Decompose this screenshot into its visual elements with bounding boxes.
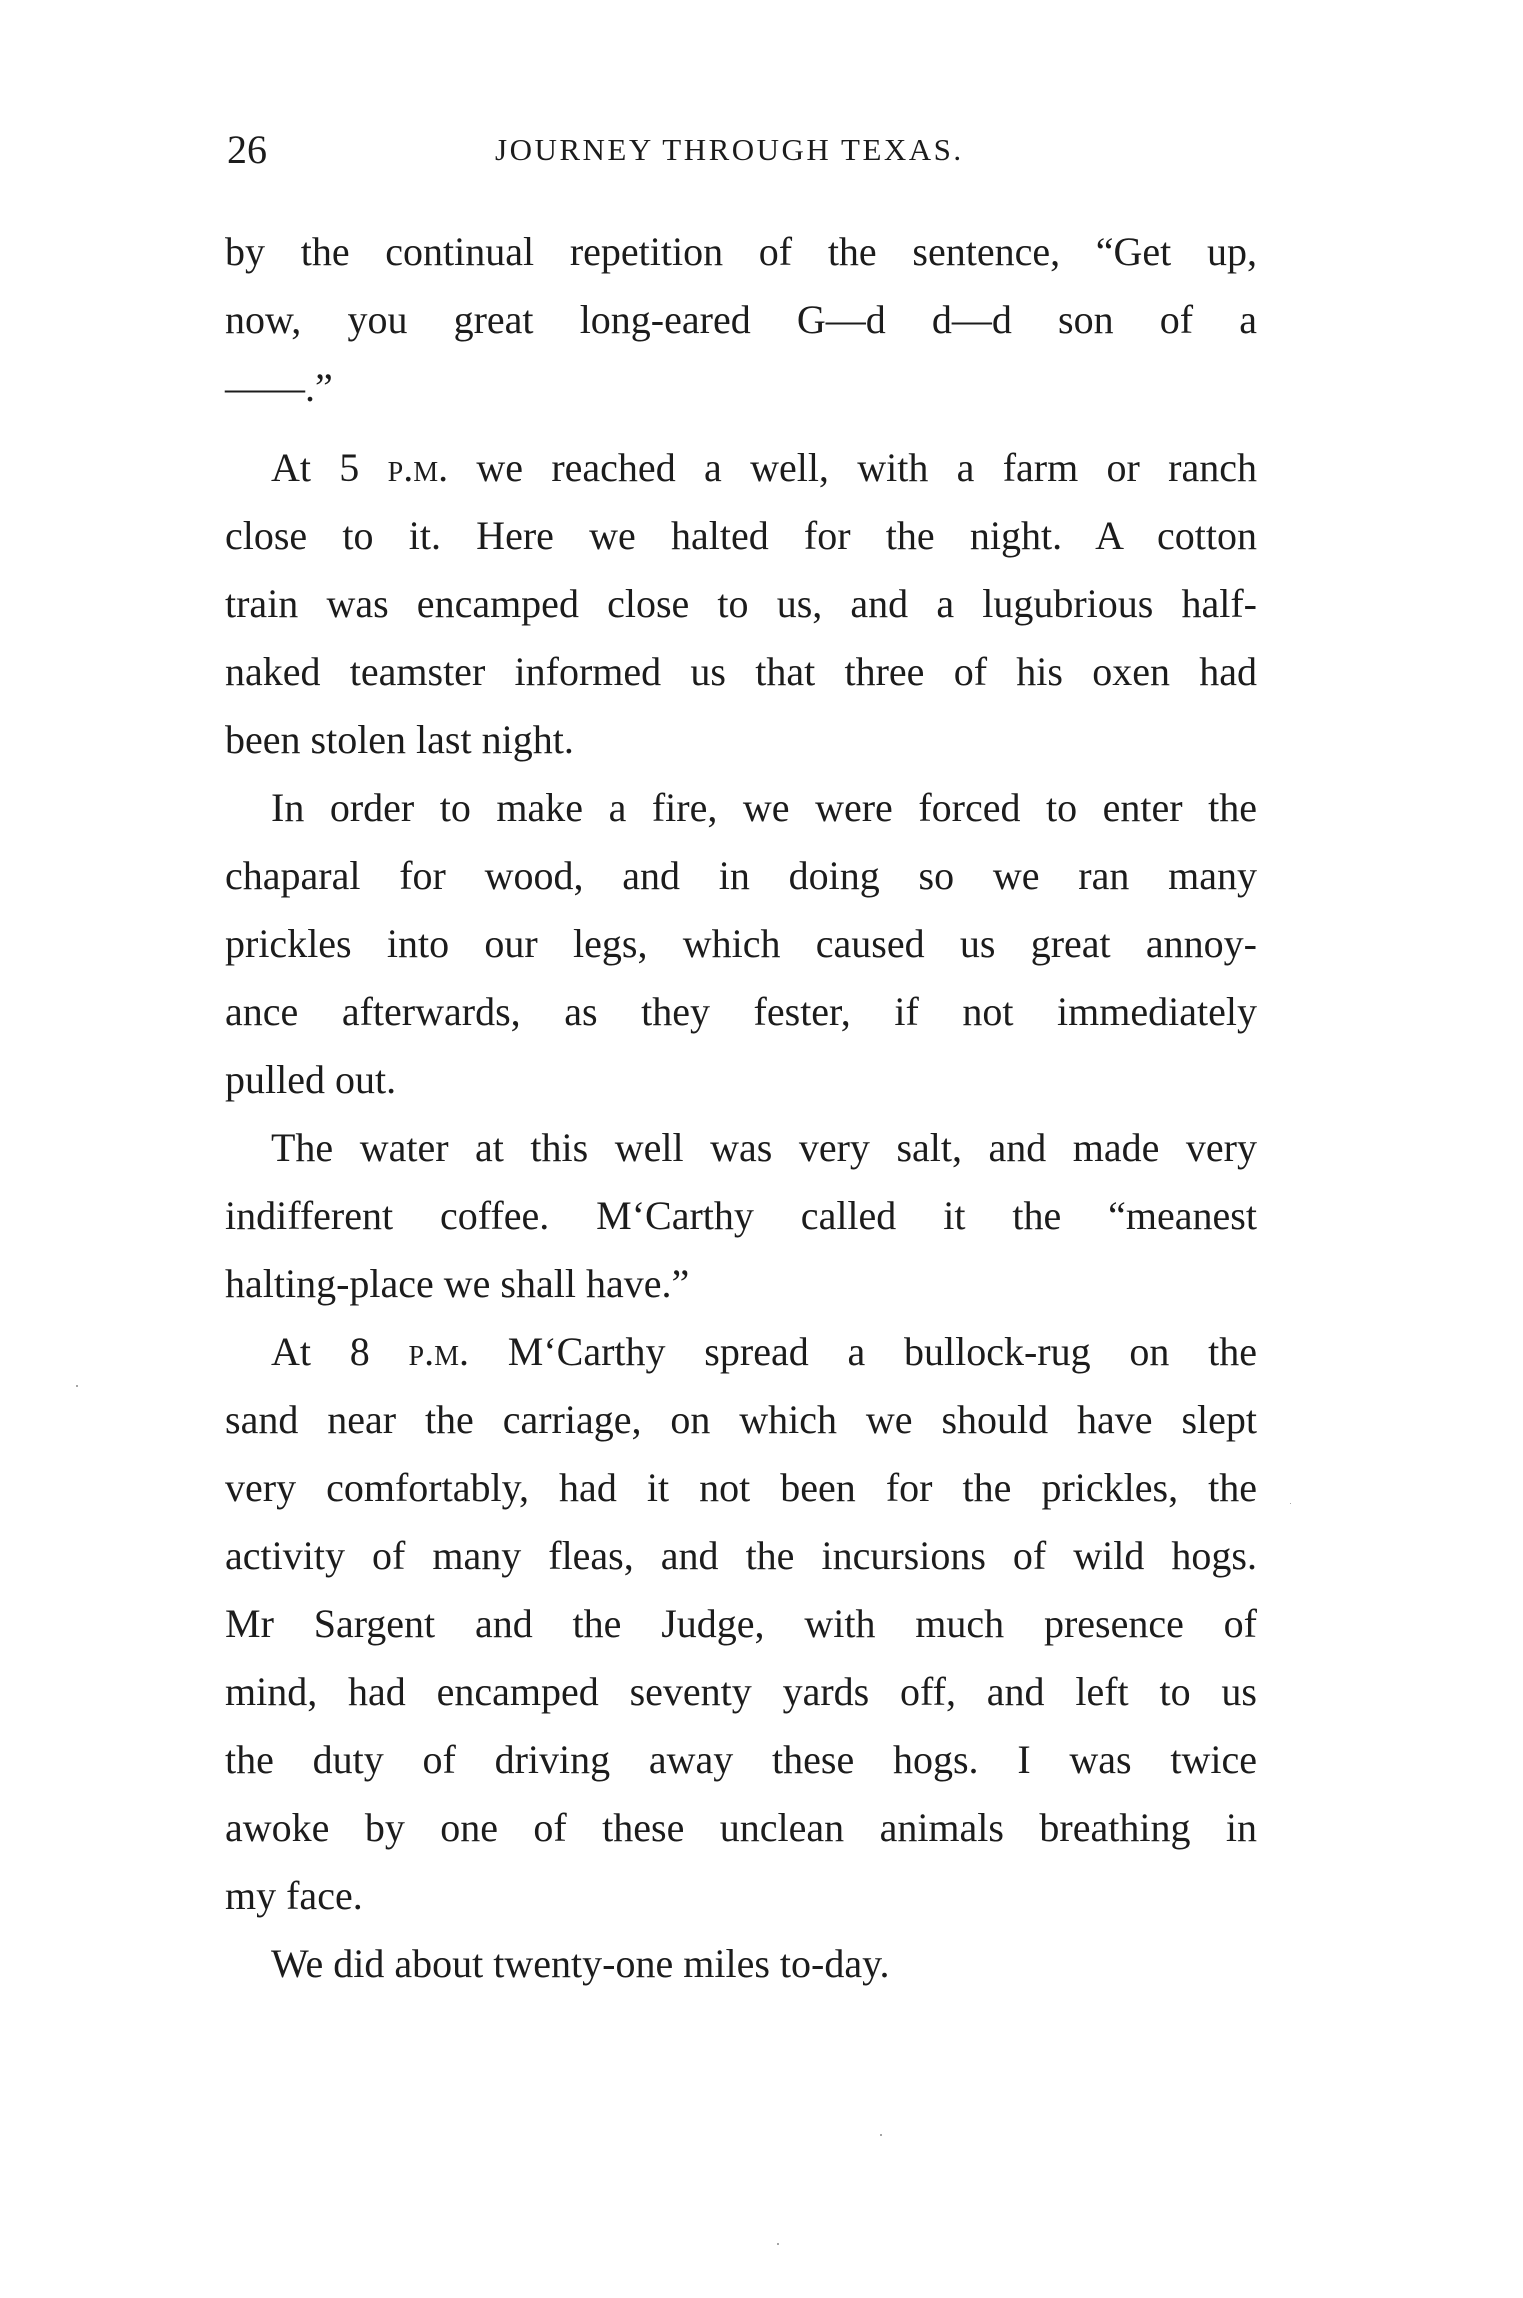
text-line: At 8 p.m. M‘Carthy spread a bullock-rug on the (271, 1329, 1258, 1374)
text-line: chaparal for wood, and in doing so we ran many (225, 853, 1257, 898)
text-line: prickles into our legs, which caused us great annoy- (225, 921, 1257, 966)
text-line: sand near the carriage, on which we should have slept (225, 1397, 1257, 1442)
paragraph (225, 1114, 1257, 1318)
text-line: indifferent coffee. M‘Carthy called it the “meanest (225, 1193, 1257, 1238)
text-line: halting-place we shall have.” (225, 1261, 690, 1306)
text-line: train was encamped close to us, and a lugubrious half- (225, 581, 1257, 626)
paragraph (225, 774, 1257, 1114)
text-line: At 5 p.m. we reached a well, with a farm or ranch (271, 445, 1258, 490)
text-line: Mr Sargent and the Judge, with much presence of (225, 1601, 1257, 1646)
text-line: my face. (225, 1873, 363, 1918)
page-number: 26 (227, 127, 267, 172)
body-text (225, 218, 1257, 1998)
text-line: very comfortably, had it not been for the prickles, the (225, 1465, 1257, 1510)
page-header (225, 120, 1255, 180)
text-line: the duty of driving away these hogs. I was twice (225, 1737, 1257, 1782)
text-line: close to it. Here we halted for the night. A cotton (225, 513, 1257, 558)
paragraph (225, 1930, 1257, 1998)
text-line: ance afterwards, as they fester, if not immediately (225, 989, 1257, 1034)
text-line: awoke by one of these unclean animals breathing in (225, 1805, 1257, 1850)
time-abbreviation: p.m. (408, 1329, 470, 1374)
paper-speck (777, 2243, 779, 2245)
paper-speck (880, 2134, 882, 2136)
text-line: pulled out. (225, 1057, 397, 1102)
text-line: ——.” (225, 365, 333, 410)
text-line: by the continual repetition of the sentence, “Get up, (225, 229, 1257, 274)
paragraph (225, 434, 1257, 774)
paper-speck (76, 1385, 78, 1387)
text-line: been stolen last night. (225, 717, 574, 762)
text-line: now, you great long-eared G—d d—d son of a (225, 297, 1257, 342)
text-line: The water at this well was very salt, and made very (271, 1125, 1257, 1170)
paragraph (225, 1318, 1257, 1930)
text-line: We did about twenty-one miles to-day. (271, 1941, 890, 1986)
text-line: naked teamster informed us that three of his oxen had (225, 649, 1257, 694)
paper-speck (1290, 1503, 1291, 1504)
text-line: activity of many fleas, and the incursions of wild hogs. (225, 1533, 1257, 1578)
paragraph (225, 218, 1257, 422)
time-abbreviation: p.m. (387, 445, 449, 490)
running-head: JOURNEY THROUGH TEXAS. (495, 132, 964, 167)
text-line: In order to make a fire, we were forced to enter the (271, 785, 1257, 830)
text-line: mind, had encamped seventy yards off, and left to us (225, 1669, 1257, 1714)
